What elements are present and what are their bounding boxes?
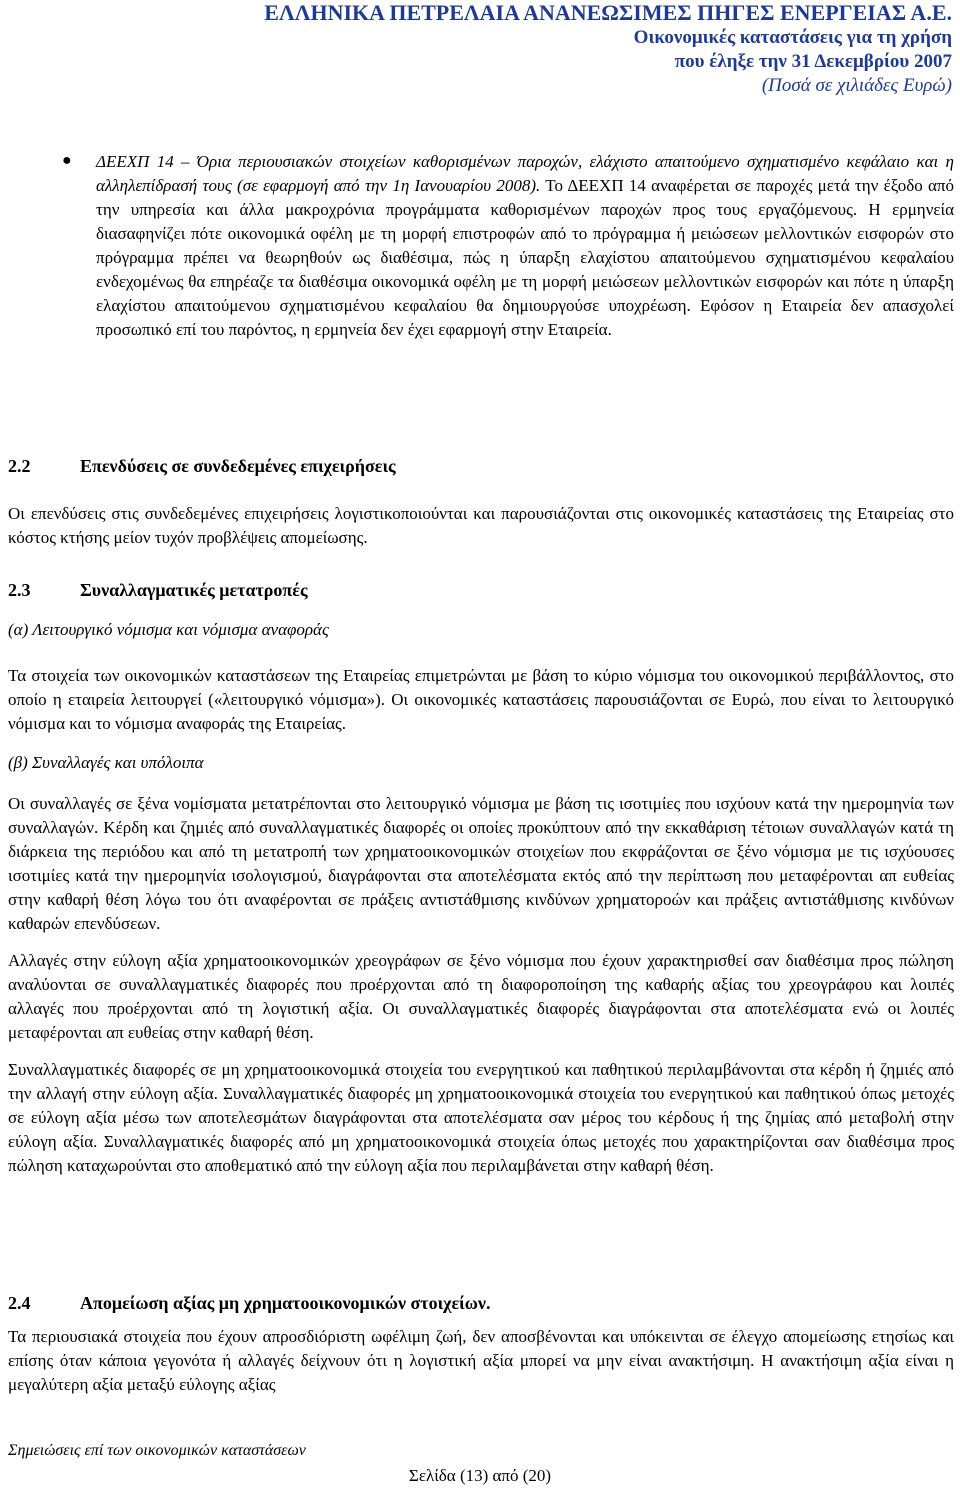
section-heading	[8, 454, 954, 478]
section-2-2	[8, 454, 954, 550]
section-number: 2.2	[8, 456, 31, 476]
section-heading	[8, 578, 954, 602]
section-title: Συναλλαγματικές μετατροπές	[80, 580, 308, 600]
subheading-a: (α) Λειτουργικό νόμισμα και νόμισμα αναφοράς	[8, 620, 329, 639]
statements-title: Οικονομικές καταστάσεις για τη χρήση	[633, 27, 952, 48]
paragraph: Τα στοιχεία των οικονομικών καταστάσεων της Εταιρείας επιμετρώνται με βάση το κύριο νόμισμα του οικονομικού περιβάλλοντος, στο οποίο η εταιρεία λειτουργεί («λειτουργικό νόμισμα»). Οι οικονομικές καταστάσεις παρουσιάζονται σε Ευρώ, που είναι το λειτουργικό νόμισμα και το νόμισμα αναφοράς της Εταιρείας.	[8, 666, 954, 733]
company-name: ΕΛΛΗΝΙΚΑ ΠΕΤΡΕΛΑΙΑ ΑΝΑΝΕΩΣΙΜΕΣ ΠΗΓΕΣ ΕΝΕΡΓΕΙΑΣ Α.Ε.	[264, 0, 952, 25]
paragraph: Συναλλαγματικές διαφορές σε μη χρηματοοικονομικά στοιχεία του ενεργητικού και παθητικού περιλαμβάνονται στα κέρδη ή ζημιές από την αλλαγή στην εύλογη αξία. Συναλλαγματικές διαφορές μη χρηματοοικονομικά στοιχεία του ενεργητικού και παθητικού όπως μετοχές σε εύλογη αξία μέσω των αποτελεσμάτων διαγράφονται στα αποτελέσματα σαν μέρος του κέρδους ή της ζημίας από μεταβολή στην εύλογη αξία. Συναλλαγματικές διαφορές από μη χρηματοοικονομικά στοιχεία όπως μετοχές που χαρακτηρίζονται σαν διαθέσιμα προς πώληση καταχωρούνται στο αποθεματικό από την εύλογη αξία που περιλαμβάνεται στην καθαρή θέση.	[8, 1060, 954, 1175]
section-title: Απομείωση αξίας μη χρηματοοικονομικών στοιχείων.	[80, 1293, 491, 1313]
footer-notes: Σημειώσεις επί των οικονομικών καταστάσεων	[8, 1442, 306, 1459]
subheading-b: (β) Συναλλαγές και υπόλοιπα	[8, 753, 204, 772]
bullet-italic-title: ΔΕΕΧΠ 14 – Όρια περιουσιακών στοιχείων καθορισμένων παροχών, ελάχιστο απαιτούμενο σχηματισμένο κεφάλαιο και η αλληλεπίδρασή τους (σε εφαρμογή από την 1η Ιανουαρίου 2008).	[96, 152, 954, 195]
paragraph: Τα περιουσιακά στοιχεία που έχουν απροσδιόριστη ωφέλιμη ζωή, δεν αποσβένονται και υπόκεινται σε έλεγχο απομείωσης ετησίως και επίσης όταν κάποια γεγονότα ή αλλαγές δείχνουν ότι η λογιστική αξία μπορεί να μην είναι ανακτήσιμη. Η ανακτήσιμη αξία είναι η μεγαλύτερη αξία μεταξύ εύλογης αξίας	[8, 1327, 954, 1394]
section-2-4	[8, 1291, 954, 1397]
period-title: που έληξε την 31 Δεκεμβρίου 2007	[674, 51, 952, 72]
bullet-body-text: Το ΔΕΕΧΠ 14 αναφέρεται σε παροχές μετά την έξοδο από την υπηρεσία και άλλα μακροχρόνια προγράμματα καθορισμένων παροχών προς τους εργαζόμενους. Η ερμηνεία διασαφηνίζει πότε οικονομικά οφέλη με τη μορφή επιστροφών από το πρόγραμμα ή μειώσεων μελλοντικών εισφορών στο πρόγραμμα πρέπει να θεωρηθούν ως διαθέσιμα, πώς η ύπαρξη ελαχίστου απαιτούμενου σχηματισμένου κεφαλαίου ενδεχομένως θα επηρέαζε τα διαθέσιμα οικονομικά οφέλη με τη μορφή μειώσεων μελλοντικών εισφορών και πότε η ύπαρξη ελαχίστου απαιτούμενου σχηματισμένου κεφαλαίου θα δημιουργούσε υποχρέωση. Εφόσον η Εταιρεία δεν απασχολεί προσωπικό επί του παρόντος, η ερμηνεία δεν έχει εφαρμογή στην Εταιρεία.	[96, 176, 954, 339]
bullet-text	[96, 150, 954, 342]
section-2-3	[8, 578, 954, 1178]
amounts-note: (Ποσά σε χιλιάδες Ευρώ)	[761, 75, 952, 96]
page-number: Σελίδα (13) από (20)	[408, 1466, 552, 1485]
section-title: Επενδύσεις σε συνδεδεμένες επιχειρήσεις	[80, 456, 396, 476]
paragraph: Οι συναλλαγές σε ξένα νομίσματα μετατρέπονται στο λειτουργικό νόμισμα με βάση τις ισοτιμίες που ισχύουν κατά την ημερομηνία των συναλλαγών. Κέρδη και ζημιές από συναλλαγματικές διαφορές οι οποίες προκύπτουν από την εκκαθάριση τέτοιων συναλλαγών κατά τη διάρκεια της περιόδου και από τη μετατροπή των χρηματοοικονομικών στοιχείων που εκφράζονται σε ξένο νόμισμα με τις ισχύουσες ισοτιμίες κατά την ημερομηνία ισολογισμού, διαγράφονται στα αποτελέσματα εκτός από την περίπτωση που μεταφέρονται απ ευθείας στην καθαρή θέση λόγω του ότι αναφέρονται σε πράξεις αντιστάθμισης κινδύνων χρηματοροών και πράξεις αντιστάθμισης κινδύνων καθαρών επενδύσεων.	[8, 794, 954, 933]
section-heading	[8, 1291, 954, 1315]
bullet-icon: ●	[62, 152, 72, 169]
section-number: 2.3	[8, 580, 31, 600]
section-number: 2.4	[8, 1293, 31, 1313]
paragraph: Αλλαγές στην εύλογη αξία χρηματοοικονομικών χρεογράφων σε ξένο νόμισμα που έχουν χαρακτηρισθεί σαν διαθέσιμα προς πώληση αναλύονται σε συναλλαγματικές διαφορές που προέρχονται από τη διαφοροποίηση της καθαρής αξίας του χρεογράφου και λοιπές αλλαγές που προέρχονται από τη λογιστική αξία. Οι συναλλαγματικές διαφορές διαγράφονται στα αποτελέσματα ενώ οι λοιπές μεταφέρονται απ ευθείας στην καθαρή θέση.	[8, 951, 954, 1042]
bullet-item-deexp14	[62, 150, 954, 342]
paragraph: Οι επενδύσεις στις συνδεδεμένες επιχειρήσεις λογιστικοποιούνται και παρουσιάζονται στις οικονομικές καταστάσεις της Εταιρείας στο κόστος κτήσης μείον τυχόν προβλέψεις απομείωσης.	[8, 504, 954, 547]
page-header	[264, 0, 952, 98]
